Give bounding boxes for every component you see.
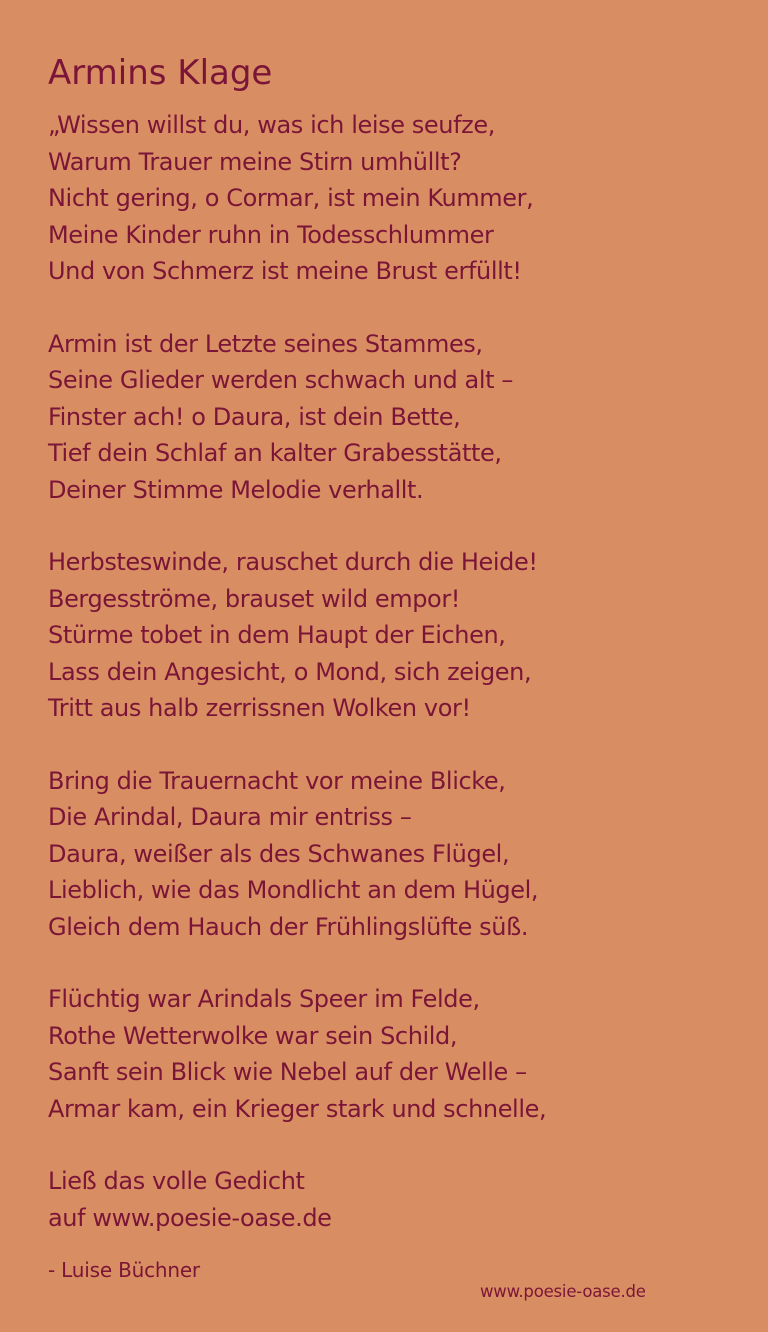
poem-line: Armin ist der Letzte seines Stammes, xyxy=(48,329,483,358)
poem-line: Flüchtig war Arindals Speer im Felde, xyxy=(48,985,480,1013)
poem-line: Sanft sein Blick wie Nebel auf der Welle – xyxy=(48,1058,527,1086)
poem-line: Tritt aus halb zerrissnen Wolken vor! xyxy=(48,694,471,722)
poem-line: Finster ach! o Daura, ist dein Bette, xyxy=(48,402,461,431)
poem-line: Stürme tobet in dem Haupt der Eichen, xyxy=(48,621,506,649)
poem-line: Die Arindal, Daura mir entriss – xyxy=(48,803,412,831)
stanza xyxy=(48,326,738,509)
poem-line: Lieblich, wie das Mondlicht an dem Hügel, xyxy=(48,876,539,904)
poem-line: Armar kam, ein Krieger stark und schnelle, xyxy=(48,1094,547,1123)
footer-url: www.poesie-oase.de xyxy=(480,1282,646,1301)
poem-line: Ließ das volle Gedicht xyxy=(48,1167,305,1195)
poem-line: Deiner Stimme Melodie verhallt. xyxy=(48,475,424,504)
poem-line: Gleich dem Hauch der Frühlingslüfte süß. xyxy=(48,912,529,941)
poem-title: Armins Klage xyxy=(48,53,273,93)
poem-line: „Wissen willst du, was ich leise seufze, xyxy=(48,111,495,139)
poem-line: Daura, weißer als des Schwanes Flügel, xyxy=(48,839,510,868)
poem-line: Und von Schmerz ist meine Brust erfüllt! xyxy=(48,257,522,285)
poem-line: Warum Trauer meine Stirn umhüllt? xyxy=(48,147,462,176)
poem-line: Herbsteswinde, rauschet durch die Heide! xyxy=(48,548,538,576)
poem-line: Bergesströme, brauset wild empor! xyxy=(48,584,461,613)
author-credit: - Luise Büchner xyxy=(48,1258,200,1282)
stanza xyxy=(48,763,738,946)
poem-line: Bring die Trauernacht vor meine Blicke, xyxy=(48,766,506,795)
poem-line: Nicht gering, o Cormar, ist mein Kummer, xyxy=(48,184,534,212)
stanza xyxy=(48,981,738,1127)
poem-line: auf www.poesie-oase.de xyxy=(48,1203,332,1232)
poem-line: Meine Kinder ruhn in Todesschlummer xyxy=(48,220,494,249)
poem-line: Seine Glieder werden schwach und alt – xyxy=(48,366,513,394)
poem-line: Lass dein Angesicht, o Mond, sich zeigen, xyxy=(48,657,532,686)
poem-body xyxy=(48,107,738,1272)
stanza xyxy=(48,107,738,290)
poem-line: Rothe Wetterwolke war sein Schild, xyxy=(48,1021,458,1050)
stanza xyxy=(48,544,738,727)
read-more-note xyxy=(48,1163,738,1236)
poem-line: Tief dein Schlaf an kalter Grabesstätte, xyxy=(48,439,502,467)
